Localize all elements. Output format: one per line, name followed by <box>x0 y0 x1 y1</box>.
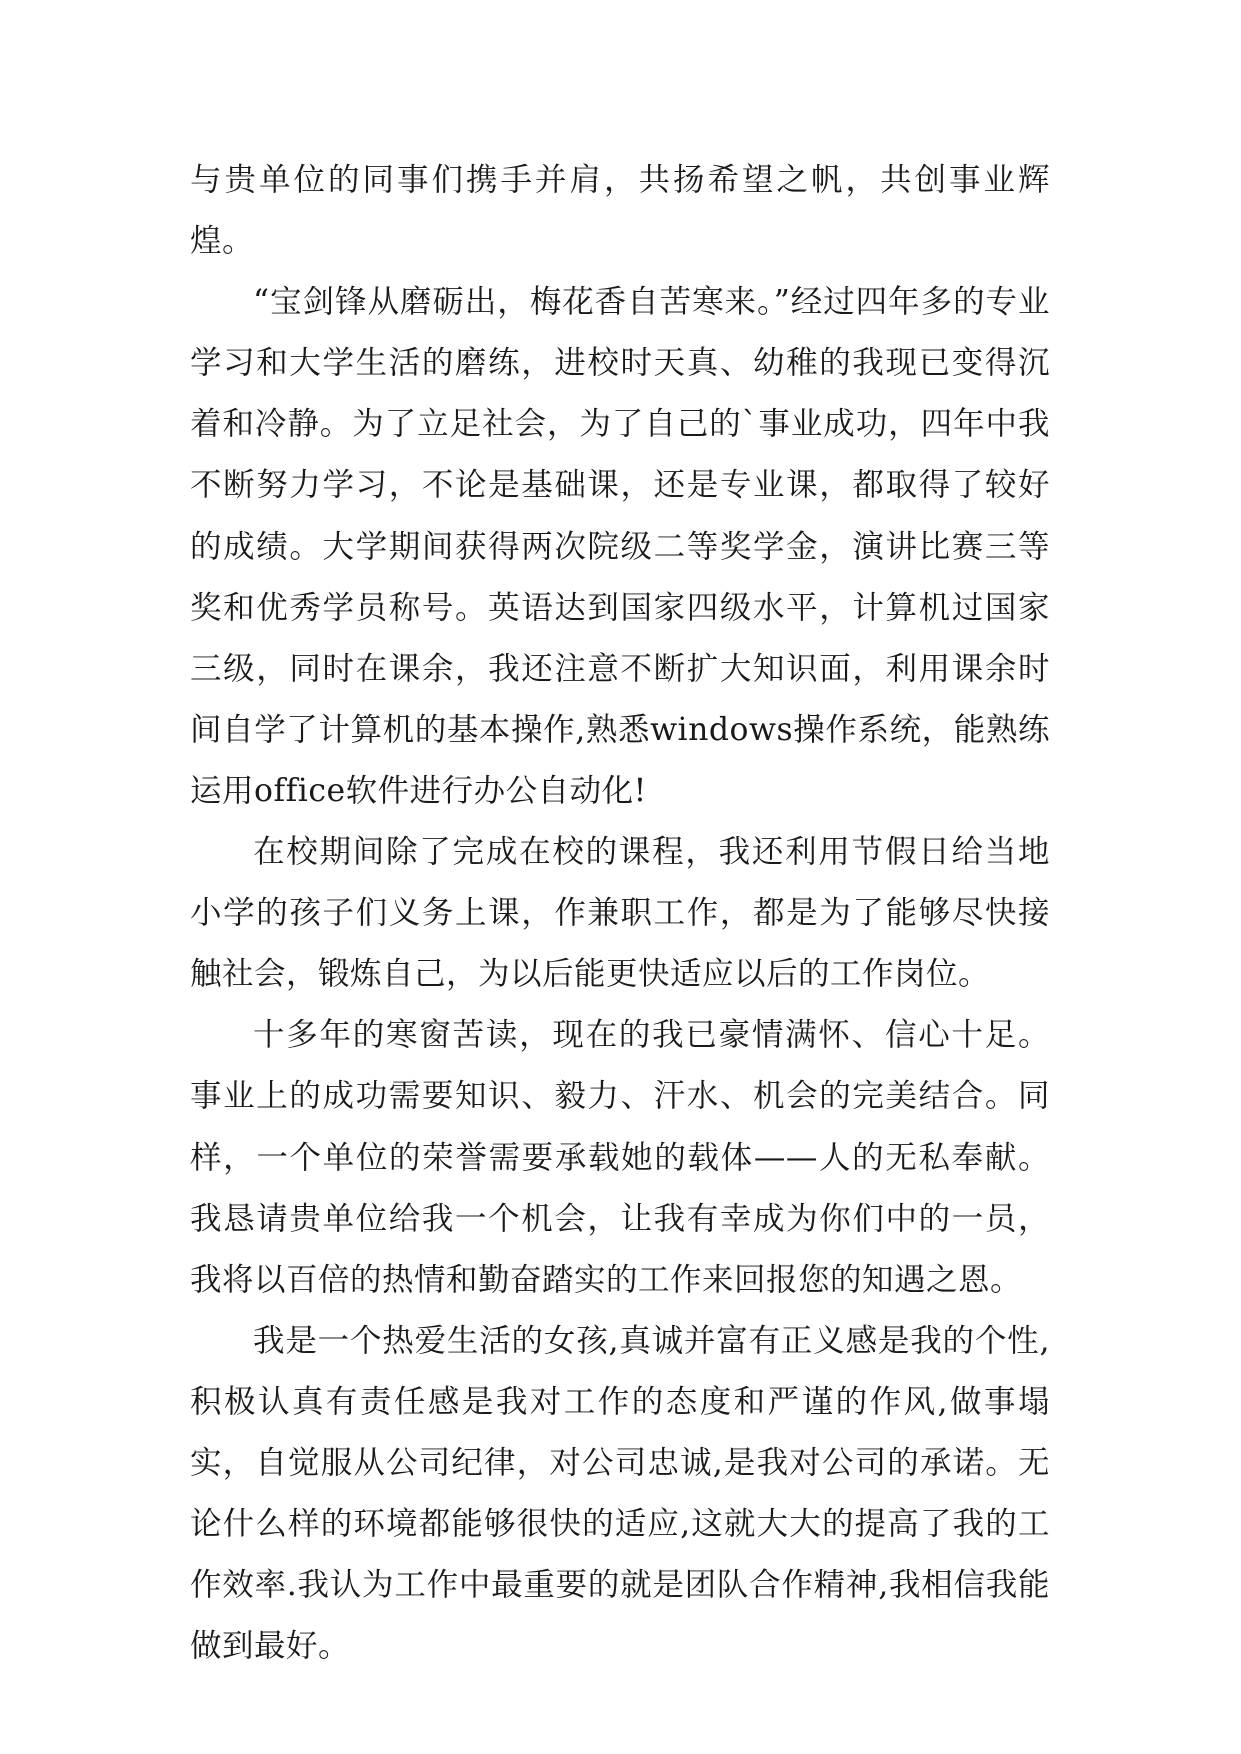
paragraph-closing-line: 与贵单位的同事们携手并肩，共扬希望之帆，共创事业辉煌。 <box>190 162 1050 260</box>
paragraph-request: 十多年的寒窗苦读，现在的我已豪情满怀、信心十足。事业上的成功需要知识、毅力、汗水、机会的完美结合。同样，一个单位的荣誉需要承载她的载体——人的无私奉献。我恳请贵单位给我一个机会，让我有幸成为你们中的一员，我将以百倍的热情和勤奋踏实的工作来回报您的知遇之恩。 <box>190 1017 1050 1298</box>
paragraph-education: “宝剑锋从磨砺出，梅花香自苦寒来。”经过四年多的专业学习和大学生活的磨练，进校时天真、幼稚的我现已变得沉着和冷静。为了立足社会，为了自己的`事业成功，四年中我不断努力学习，不论是基础课，还是专业课，都取得了较好的成绩。大学期间获得两次院级二等奖学金，演讲比赛三等奖和优秀学员称号。英语达到国家四级水平，计算机过国家三级，同时在课余，我还注意不断扩大知识面，利用课余时间自学了计算机的基本操作,熟悉windows操作系统，能熟练运用office软件进行办公自动化! <box>190 284 1050 809</box>
paragraph-personality: 我是一个热爱生活的女孩,真诚并富有正义感是我的个性,积极认真有责任感是我对工作的态度和严谨的作风,做事塌实，自觉服从公司纪律，对公司忠诚,是我对公司的承诺。无论什么样的环境都能够很快的适应,这就大大的提高了我的工作效率.我认为工作中最重要的就是团队合作精神,我相信我能做到最好。 <box>190 1322 1050 1665</box>
document-body <box>190 150 1050 1677</box>
paragraph-volunteer: 在校期间除了完成在校的课程，我还利用节假日给当地小学的孩子们义务上课，作兼职工作，都是为了能够尽快接触社会，锻炼自己，为以后能更快适应以后的工作岗位。 <box>190 834 1050 993</box>
